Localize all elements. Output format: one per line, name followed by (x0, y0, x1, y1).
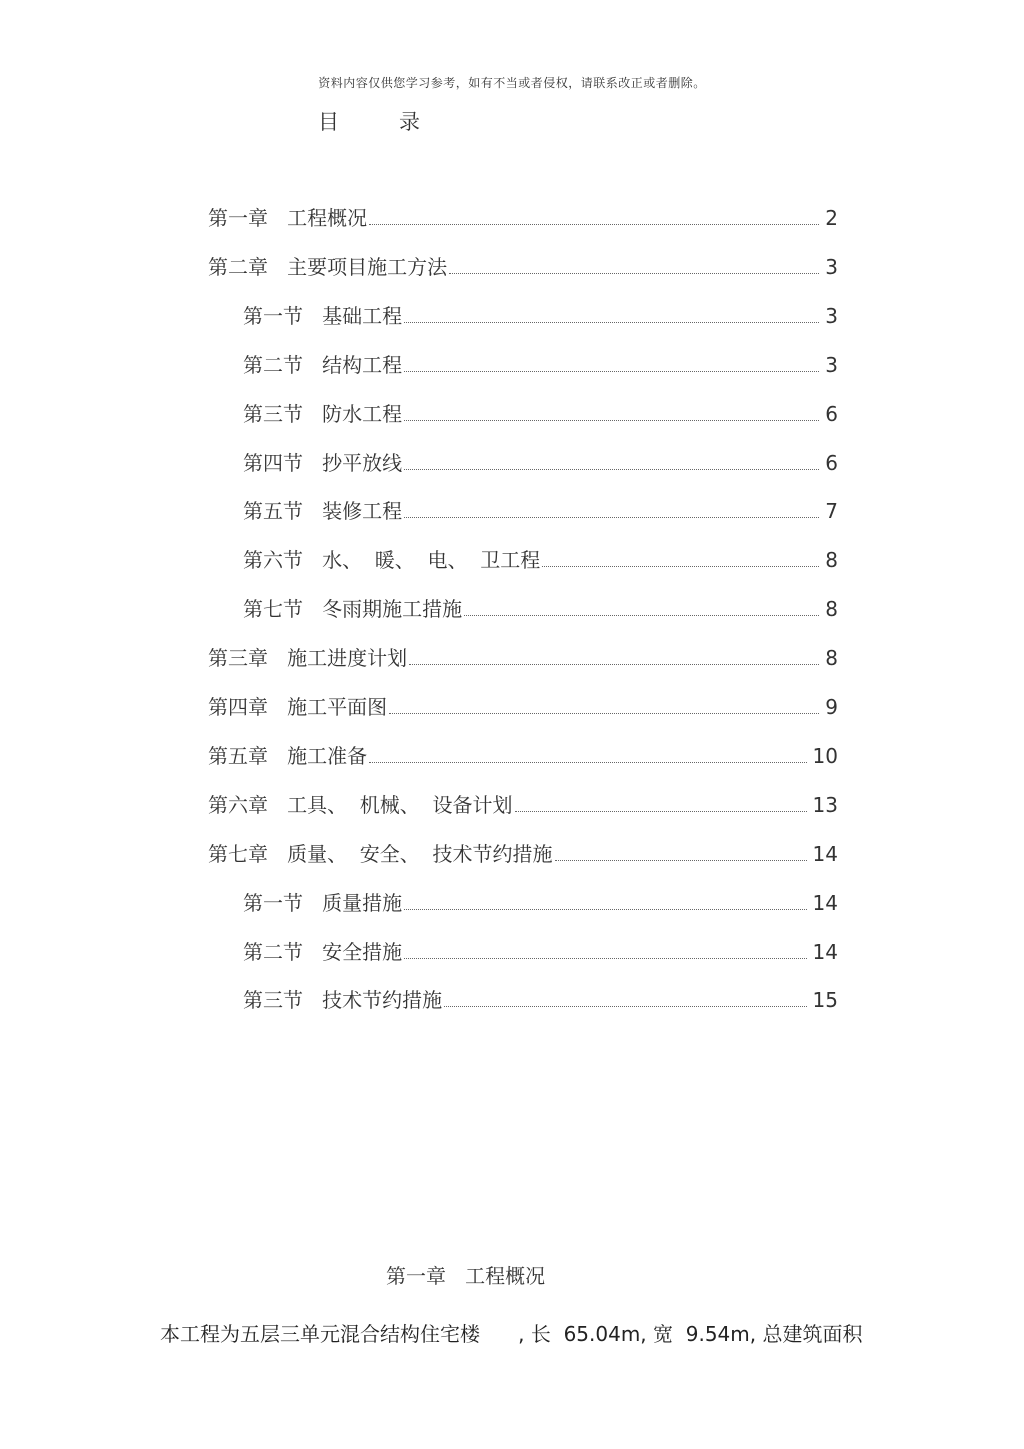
toc-leader-dots (449, 272, 819, 274)
toc-entry-label: 第二节 安全措施 (243, 939, 403, 964)
toc-entry[interactable] (243, 938, 838, 966)
toc-entry-label: 第一节 基础工程 (243, 303, 403, 328)
toc-entry-page-number: 6 (825, 450, 838, 475)
toc-entry-page-number: 14 (812, 890, 838, 915)
toc-entry-label: 第三节 技术节约措施 (243, 988, 443, 1013)
toc-leader-dots (369, 223, 819, 225)
toc-entry-label: 第四节 抄平放线 (243, 450, 403, 475)
toc-leader-dots (464, 614, 819, 616)
body-paragraph: 本工程为五层三单元混合结构住宅楼 , 长 65.04m, 宽 9.54m, 总建筑面积 (160, 1322, 863, 1346)
toc-leader-dots (444, 1005, 806, 1007)
toc-entry-page-number: 14 (812, 939, 838, 964)
toc-entry-page-number: 8 (825, 548, 838, 573)
toc-entry-page-number: 7 (825, 499, 838, 524)
toc-entry-label: 第二节 结构工程 (243, 352, 403, 377)
toc-entry-label: 第七节 冬雨期施工措施 (243, 597, 463, 622)
toc-leader-dots (404, 957, 806, 959)
toc-entry-label: 第三节 防水工程 (243, 401, 403, 426)
toc-entry-page-number: 13 (812, 792, 838, 817)
toc-entry-page-number: 3 (825, 254, 838, 279)
toc-entry[interactable] (208, 204, 838, 232)
toc-entry-label: 第二章 主要项目施工方法 (208, 254, 448, 279)
toc-leader-dots (404, 468, 819, 470)
header-note: 资料内容仅供您学习参考，如有不当或者侵权，请联系改正或者删除。 (318, 76, 706, 90)
toc-entry-page-number: 3 (825, 352, 838, 377)
toc-entry-page-number: 14 (812, 841, 838, 866)
toc-entry-label: 第七章 质量、 安全、 技术节约措施 (208, 841, 553, 866)
toc-entry[interactable] (243, 595, 838, 623)
toc-leader-dots (515, 810, 807, 812)
chapter-heading: 第一章 工程概况 (386, 1264, 546, 1288)
toc-entry-label: 第六章 工具、 机械、 设备计划 (208, 792, 513, 817)
toc-entry-page-number: 8 (825, 597, 838, 622)
toc-entry-page-number: 2 (825, 206, 838, 230)
toc-leader-dots (555, 859, 807, 861)
toc-entry-page-number: 9 (825, 695, 838, 719)
toc-leader-dots (409, 663, 819, 665)
toc-entry-page-number: 8 (825, 646, 838, 671)
toc-leader-dots (369, 761, 806, 763)
toc-entry[interactable] (243, 351, 838, 379)
toc-entry[interactable] (243, 889, 838, 917)
toc-entry-page-number: 6 (825, 401, 838, 426)
toc-leader-dots (404, 516, 819, 518)
toc-entry[interactable] (208, 693, 838, 721)
toc-entry[interactable] (208, 742, 838, 770)
toc-entry-label: 第五章 施工准备 (208, 743, 368, 768)
toc-entry-page-number: 15 (812, 988, 838, 1013)
toc-entry[interactable] (243, 986, 838, 1014)
toc-entry[interactable] (243, 546, 838, 574)
toc-entry-label: 第四章 施工平面图 (208, 695, 388, 719)
toc-entry[interactable] (243, 400, 838, 428)
toc-entry-label: 第一节 质量措施 (243, 890, 403, 915)
toc-entry-page-number: 10 (812, 743, 838, 768)
toc-entry[interactable] (243, 302, 838, 330)
toc-entry[interactable] (243, 449, 838, 477)
toc-leader-dots (404, 370, 819, 372)
toc-leader-dots (404, 321, 819, 323)
toc-entry[interactable] (208, 253, 838, 281)
toc-entry[interactable] (208, 791, 838, 819)
toc-leader-dots (404, 908, 806, 910)
toc-leader-dots (389, 712, 819, 714)
toc-entry-label: 第三章 施工进度计划 (208, 646, 408, 671)
toc-entry-label: 第六节 水、 暖、 电、 卫工程 (243, 548, 541, 573)
toc-entry-page-number: 3 (825, 303, 838, 328)
toc-entry-label: 第五节 装修工程 (243, 499, 403, 524)
toc-leader-dots (542, 565, 819, 567)
toc-entry[interactable] (208, 644, 838, 672)
toc-entry[interactable] (208, 840, 838, 868)
toc-entry[interactable] (243, 497, 838, 525)
toc-leader-dots (404, 419, 819, 421)
toc-entry-label: 第一章 工程概况 (208, 206, 368, 230)
toc-title: 目录 (318, 110, 480, 134)
